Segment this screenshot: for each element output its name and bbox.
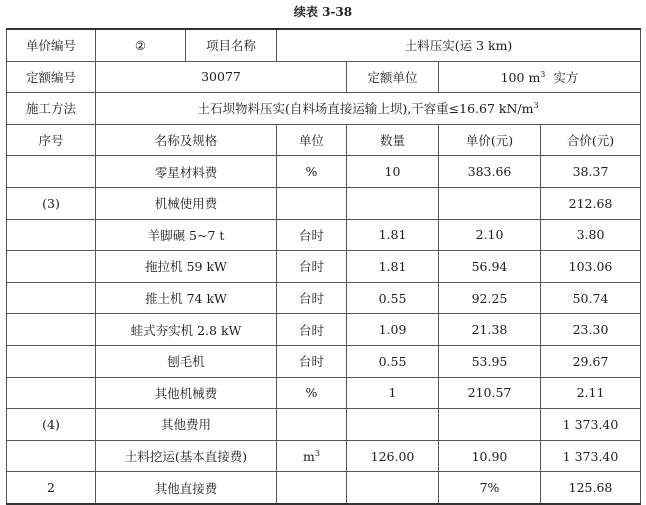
- method-value: [96, 93, 641, 125]
- row-unit-text: %: [305, 164, 318, 180]
- row-qty-text: 1.81: [378, 227, 407, 243]
- row-name-text: 其他费用: [160, 417, 211, 433]
- quota-unit-sup: 3: [540, 69, 546, 79]
- row-no: [7, 219, 96, 251]
- method-sup: 3: [533, 101, 539, 111]
- row-name: [96, 156, 277, 188]
- row-price: [439, 440, 541, 472]
- table-row: [7, 377, 641, 409]
- row-unit: [277, 472, 347, 504]
- row-name-text: 机械使用费: [154, 196, 218, 212]
- row-qty: [347, 187, 439, 219]
- col-header-total: 合价(元): [541, 124, 641, 156]
- row-unit: [277, 251, 347, 283]
- row-qty-text: 0.55: [378, 290, 407, 306]
- row-unit: [277, 219, 347, 251]
- row-no: [7, 440, 96, 472]
- row-price: [439, 251, 541, 283]
- col-header-no: 序号: [7, 124, 96, 156]
- row-no: [7, 472, 96, 504]
- row-name-text: 土料挖运(基本直接费): [124, 449, 248, 465]
- table-row: [7, 440, 641, 472]
- method-text: 土石坝物料压实(自料场直接运输上坝),干容重≤16.67 kN/m: [197, 101, 534, 117]
- row-name: [96, 409, 277, 441]
- row-price-text: 56.94: [471, 258, 508, 274]
- row-total: [541, 409, 641, 441]
- table-caption: 续表 3-38: [293, 5, 353, 19]
- row-total-text: 212.68: [568, 195, 613, 211]
- row-name-text: 零星材料费: [154, 164, 218, 180]
- row-total: [541, 345, 641, 377]
- row-name-text: 蛙式夯实机 2.8 kW: [130, 322, 242, 338]
- row-no: [7, 282, 96, 314]
- unit-price-no-value: ②: [96, 29, 186, 61]
- row-name-text: 刨毛机: [167, 354, 205, 370]
- row-price: [439, 345, 541, 377]
- row-total-text: 1 373.40: [562, 416, 619, 432]
- row-no-text: 2: [47, 480, 55, 496]
- row-no-text: (3): [42, 195, 60, 211]
- row-name: [96, 251, 277, 283]
- table-row: [7, 219, 641, 251]
- row-total: [541, 314, 641, 346]
- header-row-unit-price: [7, 29, 641, 61]
- row-total: [541, 440, 641, 472]
- table-row: [7, 472, 641, 504]
- col-header-price: 单价(元): [439, 124, 541, 156]
- row-price: [439, 314, 541, 346]
- row-price-text: 53.95: [471, 353, 508, 369]
- row-unit-text: 台时: [298, 259, 324, 275]
- row-total-text: 103.06: [568, 258, 613, 274]
- table-row: [7, 156, 641, 188]
- row-name-text: 拖拉机 59 kW: [145, 259, 227, 275]
- quota-unit-label: 定额单位: [347, 61, 439, 93]
- col-header-unit: 单位: [277, 124, 347, 156]
- row-unit-text: 台时: [298, 227, 324, 243]
- row-qty: [347, 156, 439, 188]
- row-total-text: 50.74: [572, 290, 609, 306]
- row-price-text: 2.10: [475, 227, 504, 243]
- row-total-text: 2.11: [576, 385, 605, 401]
- row-qty: [347, 409, 439, 441]
- row-total: [541, 251, 641, 283]
- quota-unit-prefix: 100 m: [500, 69, 541, 85]
- table-row: [7, 282, 641, 314]
- row-name: [96, 440, 277, 472]
- row-qty: [347, 314, 439, 346]
- row-unit: [277, 156, 347, 188]
- row-no: [7, 345, 96, 377]
- row-unit-text: 台时: [298, 291, 324, 307]
- header-row-quota: [7, 61, 641, 93]
- row-price-text: 92.25: [471, 290, 508, 306]
- table-row: [7, 409, 641, 441]
- row-total-text: 29.67: [572, 353, 609, 369]
- row-total: [541, 156, 641, 188]
- row-qty-text: 1.81: [378, 258, 407, 274]
- row-total-text: 23.30: [572, 322, 609, 338]
- row-qty: [347, 345, 439, 377]
- row-price-text: 210.57: [467, 385, 512, 401]
- row-name: [96, 219, 277, 251]
- cost-table: [6, 28, 641, 505]
- row-price: [439, 282, 541, 314]
- row-total: [541, 187, 641, 219]
- row-total: [541, 377, 641, 409]
- row-unit-text: 台时: [298, 322, 324, 338]
- row-qty: [347, 472, 439, 504]
- row-name: [96, 282, 277, 314]
- row-price-text: 21.38: [471, 322, 508, 338]
- row-qty: [347, 251, 439, 283]
- row-qty-text: 10: [384, 164, 401, 180]
- row-qty-text: 1: [388, 385, 397, 401]
- row-total-text: 125.68: [568, 480, 613, 496]
- table-row: [7, 187, 641, 219]
- row-price: [439, 156, 541, 188]
- header-row-method: [7, 93, 641, 125]
- row-price-text: 7%: [479, 480, 500, 496]
- row-unit-text: m: [303, 448, 315, 464]
- col-header-qty: 数量: [347, 124, 439, 156]
- row-unit: [277, 345, 347, 377]
- row-name-text: 其他直接费: [154, 480, 218, 496]
- row-price: [439, 472, 541, 504]
- row-total: [541, 219, 641, 251]
- quota-unit-value: [439, 61, 641, 93]
- table-row: [7, 314, 641, 346]
- row-name: [96, 187, 277, 219]
- row-qty: [347, 282, 439, 314]
- project-name-label: 项目名称: [186, 29, 277, 61]
- row-no: [7, 377, 96, 409]
- row-total: [541, 472, 641, 504]
- row-qty: [347, 440, 439, 472]
- row-price: [439, 187, 541, 219]
- row-unit: [277, 187, 347, 219]
- row-unit: [277, 314, 347, 346]
- row-qty-text: 1.09: [378, 322, 407, 338]
- method-label: 施工方法: [7, 93, 96, 125]
- row-total-text: 1 373.40: [562, 448, 619, 464]
- row-name: [96, 472, 277, 504]
- row-name: [96, 377, 277, 409]
- table-row: [7, 251, 641, 283]
- row-unit-sup: 3: [314, 448, 320, 458]
- row-no: [7, 187, 96, 219]
- row-qty-text: 126.00: [370, 448, 415, 464]
- row-price: [439, 409, 541, 441]
- row-unit: [277, 440, 347, 472]
- row-no-text: (4): [42, 416, 60, 432]
- row-no: [7, 314, 96, 346]
- row-price-text: 10.90: [471, 448, 508, 464]
- quota-no-label: 定额编号: [7, 61, 96, 93]
- row-total-text: 3.80: [576, 227, 605, 243]
- row-unit: [277, 282, 347, 314]
- row-qty: [347, 219, 439, 251]
- row-name-text: 推土机 74 kW: [145, 291, 227, 307]
- row-name-text: 羊脚碾 5~7 t: [147, 227, 225, 243]
- row-unit: [277, 409, 347, 441]
- row-total-text: 38.37: [572, 164, 609, 180]
- project-name-value: 土料压实(运 3 km): [277, 29, 641, 61]
- row-name: [96, 345, 277, 377]
- quota-unit-suffix: 实方: [553, 69, 579, 85]
- table-row: [7, 345, 641, 377]
- row-no: [7, 251, 96, 283]
- row-price-text: 383.66: [467, 164, 512, 180]
- row-price: [439, 219, 541, 251]
- row-total: [541, 282, 641, 314]
- row-qty-text: 0.55: [378, 353, 407, 369]
- row-unit-text: 台时: [298, 354, 324, 370]
- row-no: [7, 409, 96, 441]
- col-header-name: 名称及规格: [96, 124, 277, 156]
- row-unit: [277, 377, 347, 409]
- row-qty: [347, 377, 439, 409]
- row-unit-text: %: [305, 385, 318, 401]
- quota-no-value: 30077: [96, 61, 347, 93]
- row-no: [7, 156, 96, 188]
- column-header-row: [7, 124, 641, 156]
- row-name-text: 其他机械费: [154, 385, 218, 401]
- row-name: [96, 314, 277, 346]
- row-price: [439, 377, 541, 409]
- unit-price-no-label: 单价编号: [7, 29, 96, 61]
